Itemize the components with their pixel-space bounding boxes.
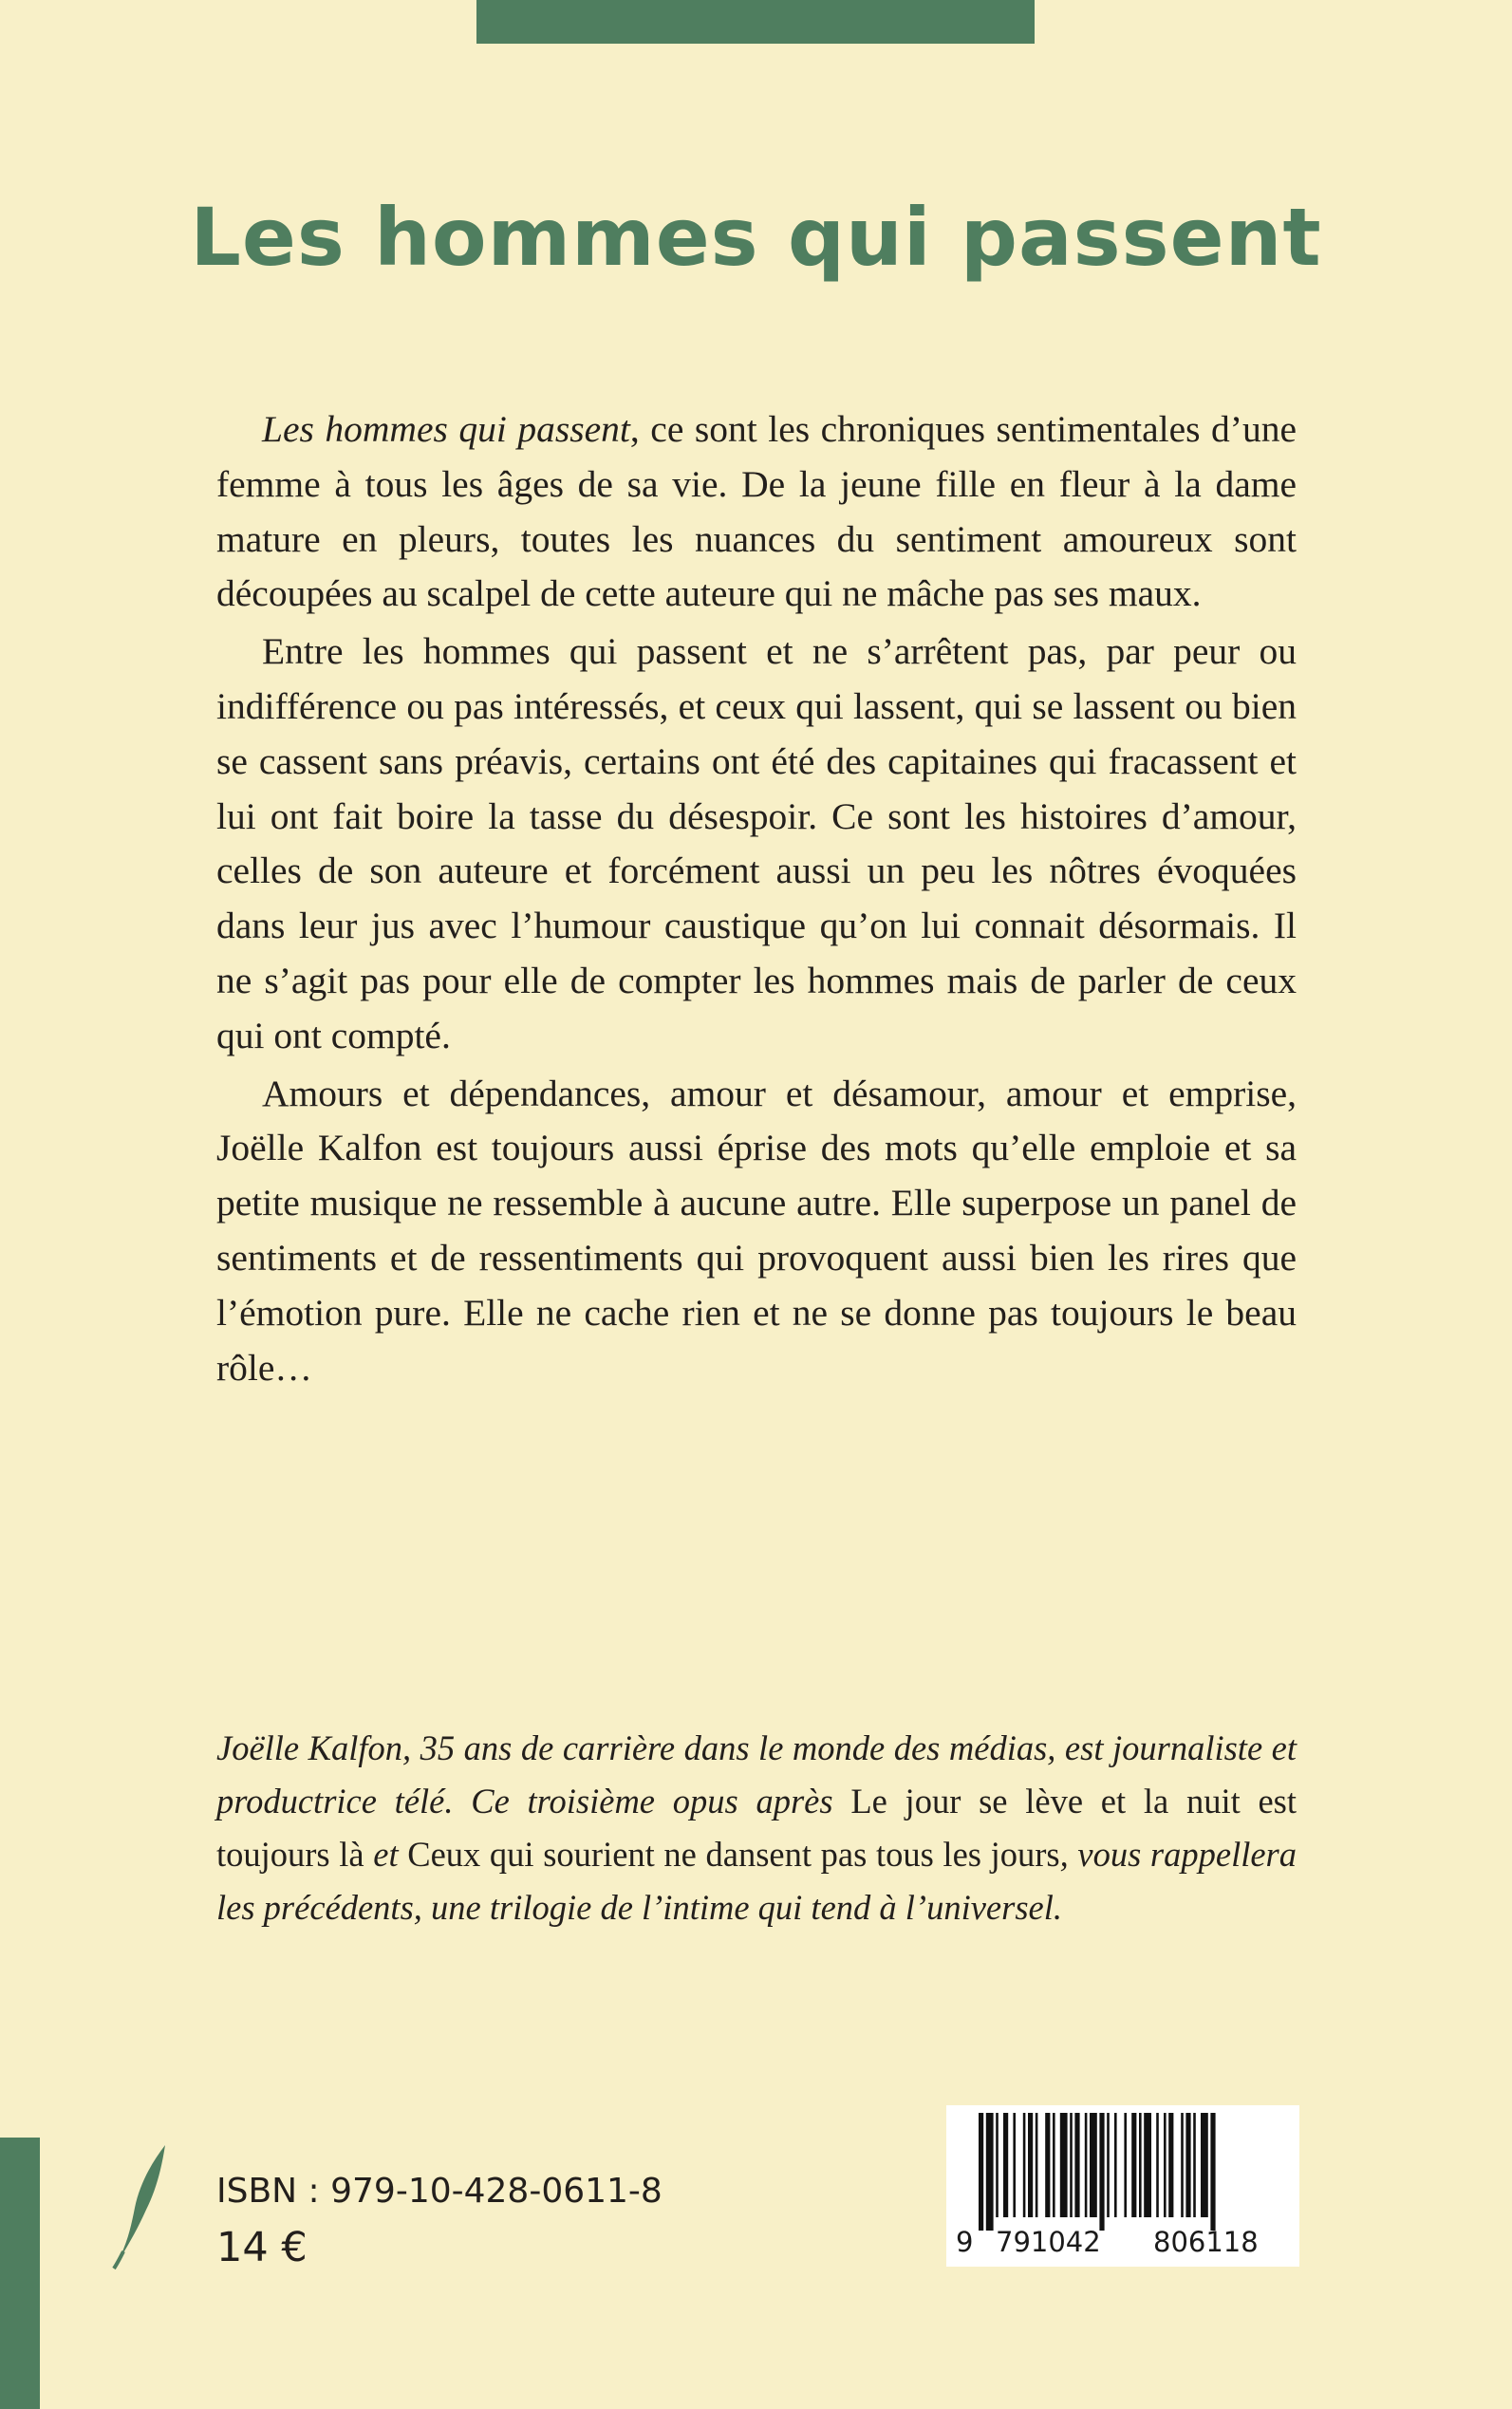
barcode-bar xyxy=(1090,2113,1097,2217)
isbn-text: ISBN : 979-10-428-0611-8 xyxy=(216,2172,663,2211)
barcode-bar xyxy=(1164,2113,1167,2217)
barcode-bar xyxy=(1053,2113,1055,2217)
bio-text-1: Joëlle Kalfon, 35 ans de carrière dans le monde des médias, est journaliste et productrice télé. Ce troisième opus après xyxy=(216,1728,1297,1821)
barcode-bar xyxy=(1045,2113,1050,2217)
barcode-bar xyxy=(1099,2113,1104,2231)
price-text: 14 € xyxy=(216,2224,308,2271)
bio-book-title-1: Le jour se lève et la nuit est toujours là xyxy=(216,1782,1297,1874)
book-title: Les hommes qui passent xyxy=(190,191,1322,284)
barcode-bar xyxy=(1144,2113,1151,2217)
barcode-bar xyxy=(1193,2113,1196,2217)
barcode-bar xyxy=(1156,2113,1159,2217)
barcode-bars xyxy=(979,2113,1273,2231)
barcode-digits-left: 791042 xyxy=(996,2226,1101,2258)
barcode-bar xyxy=(1003,2113,1008,2217)
barcode-bar xyxy=(996,2113,999,2217)
back-cover-blurb xyxy=(216,402,1297,1398)
barcode-bar xyxy=(1107,2113,1110,2217)
barcode-bar xyxy=(1028,2113,1033,2217)
barcode-bar xyxy=(1185,2113,1190,2217)
barcode-bar xyxy=(1036,2113,1038,2217)
blurb-paragraph-1-text: , ce sont les chroniques sentimentales d’une femme à tous les âges de sa vie. De la jeune fille en fleur à la dame mature en pleurs, toutes les nuances du sentiment amoureux sont découpées au scalpel de cette auteure qui ne mâche pas ses maux. xyxy=(216,408,1297,615)
barcode-bar xyxy=(1060,2113,1068,2217)
barcode-bar xyxy=(1114,2113,1117,2217)
barcode-bar xyxy=(1013,2113,1016,2217)
blurb-title-italic: Les hommes qui passent xyxy=(262,408,630,450)
blurb-paragraph-1 xyxy=(216,402,1297,622)
barcode-digit-first: 9 xyxy=(956,2226,974,2258)
bio-text-2: et xyxy=(364,1835,408,1874)
barcode-bar xyxy=(1201,2113,1208,2217)
barcode-bar xyxy=(1074,2113,1079,2217)
barcode xyxy=(946,2105,1299,2267)
top-accent-bar xyxy=(476,0,1035,44)
barcode-bar xyxy=(1070,2113,1073,2217)
barcode-bar xyxy=(979,2113,983,2231)
barcode-bar xyxy=(1124,2113,1127,2217)
barcode-digits xyxy=(946,2223,1299,2265)
barcode-bar xyxy=(1168,2113,1173,2217)
blurb-paragraph-3: Amours et dépendances, amour et désamour, amour et emprise, Joëlle Kalfon est toujours aussi éprise des mots qu’elle emploie et sa petite musique ne ressemble à aucune autre. Elle superpose un panel de sentiments et de ressentiments qui provoquent aussi bien les rires que l’émotion pure. Elle ne cache rien et ne se donne pas toujours le beau rôle… xyxy=(216,1072,1297,1389)
barcode-bar xyxy=(1210,2113,1215,2231)
feather-icon xyxy=(106,2141,173,2274)
barcode-bar xyxy=(1131,2113,1136,2217)
blurb-paragraph-2: Entre les hommes qui passent et ne s’arrêtent pas, par peur ou indifférence ou pas intéressés, et ceux qui lassent, qui se lassent ou bien se cassent sans préavis, certains ont été des capitaines qui fracassent et lui ont fait boire la tasse du désespoir. Ce sont les histoires d’amour, celles de son auteure et forcément aussi un peu les nôtres évoquées dans leur jus avec l’humour caustique qu’on lui connait désormais. Il ne s’agit pas pour elle de compter les hommes mais de parler de ceux qui ont compté. xyxy=(216,630,1297,1056)
barcode-bar xyxy=(1085,2113,1088,2217)
barcode-bar xyxy=(1023,2113,1026,2217)
author-bio xyxy=(216,1722,1297,1934)
barcode-bar xyxy=(1181,2113,1184,2217)
bio-book-title-2: Ceux qui sourient ne dansent pas tous les jours xyxy=(407,1835,1060,1874)
bio-text-3: , vous rappellera les précédents, une trilogie de l’intime qui tend à l’universel. xyxy=(216,1835,1297,1927)
barcode-bar xyxy=(1139,2113,1142,2217)
barcode-bar xyxy=(986,2113,994,2231)
bottom-left-accent-bar xyxy=(0,2138,40,2409)
barcode-digits-right: 806118 xyxy=(1153,2226,1259,2258)
